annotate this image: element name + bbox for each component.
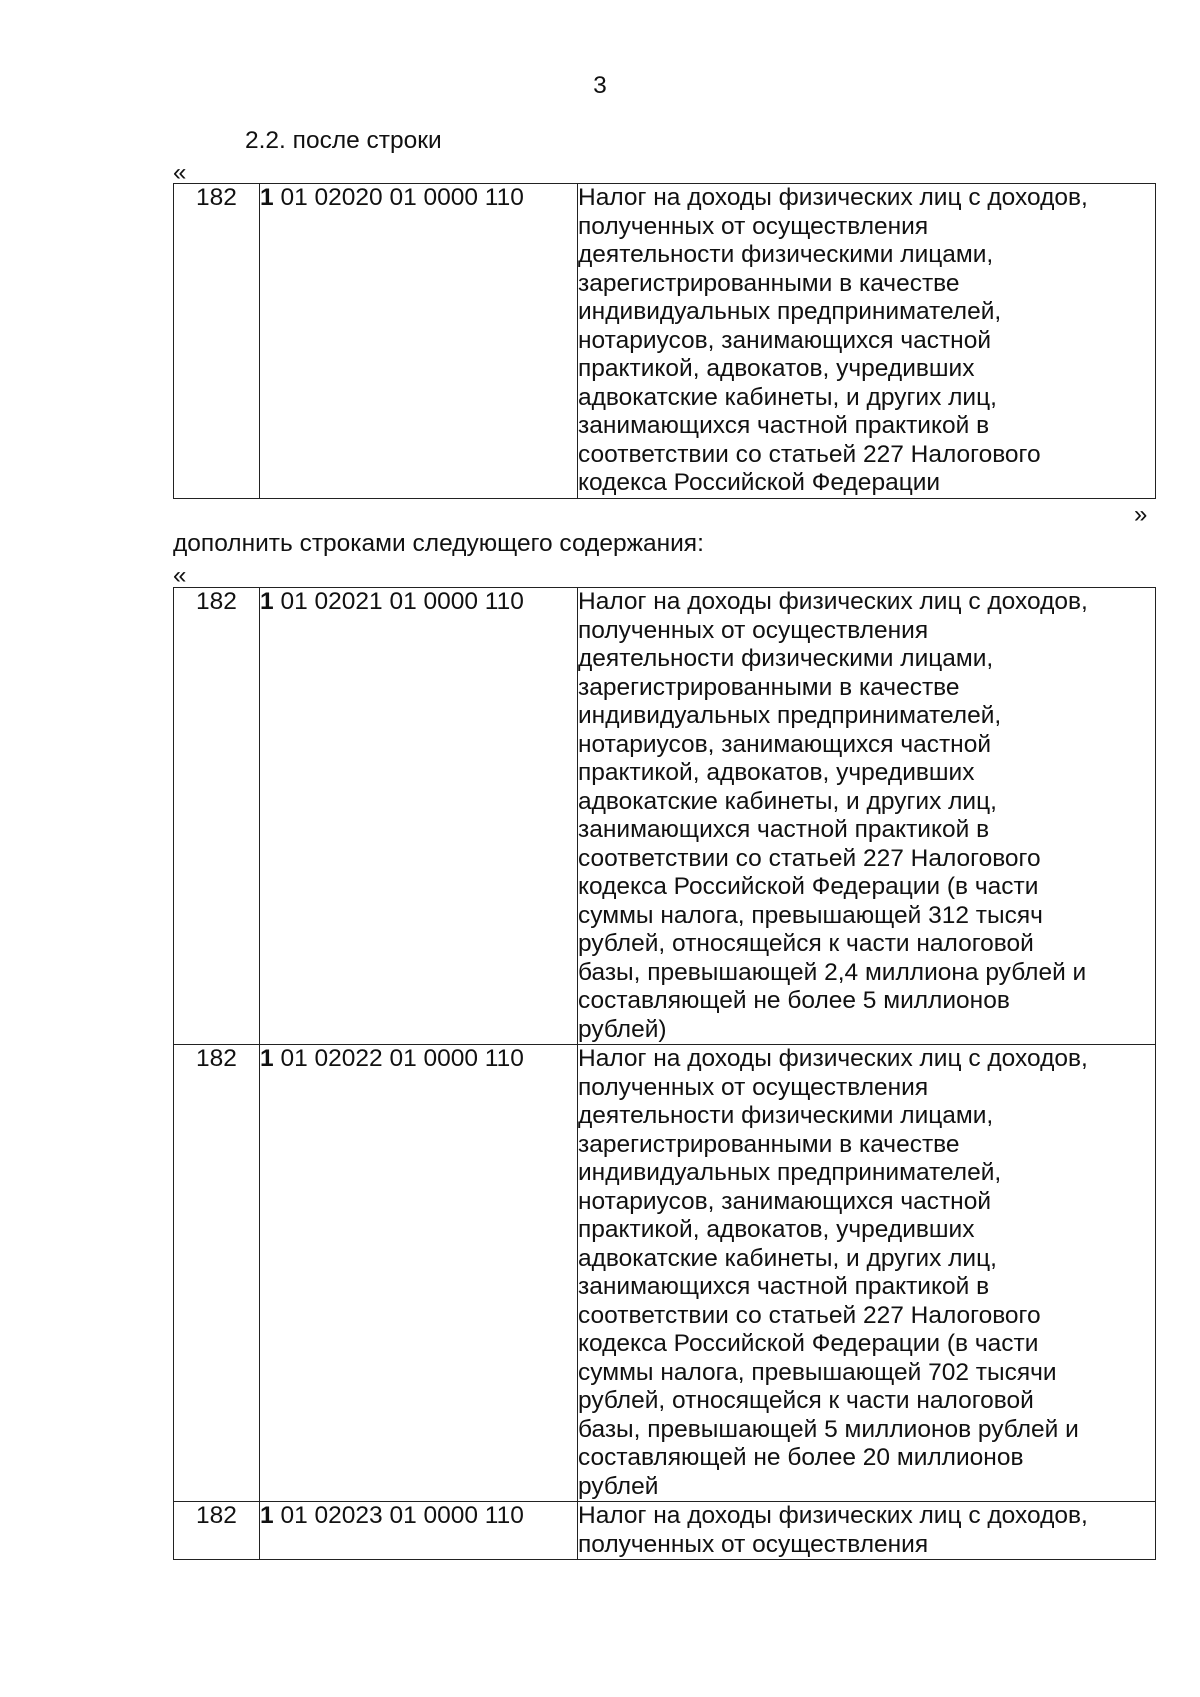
- description-line: Налог на доходы физических лиц с доходов,: [578, 1502, 1088, 1529]
- table-row: [174, 1045, 1156, 1502]
- description-line: кодекса Российской Федерации (в части: [578, 1330, 1039, 1357]
- kbk-code-cell: [260, 588, 578, 1045]
- kbk-code-cell: [260, 1502, 578, 1560]
- description-line: практикой, адвокатов, учредивших: [578, 759, 975, 786]
- description-line: зарегистрированными в качестве: [578, 1130, 960, 1158]
- kbk-code-lead: 1: [260, 184, 274, 211]
- kbk-code-lead: 1: [260, 1502, 274, 1529]
- description-line: адвокатские кабинеты, и других лиц,: [578, 383, 997, 411]
- description-line: Налог на доходы физических лиц с доходов,: [578, 588, 1088, 615]
- amendment-text: дополнить строками следующего содержания:: [173, 530, 704, 557]
- description-line: занимающихся частной практикой в: [578, 1273, 990, 1300]
- description-line: соответствии со статьей 227 Налогового: [578, 844, 1041, 872]
- description-line: Налог на доходы физических лиц с доходов,: [578, 1045, 1088, 1072]
- admin-code-cell: 182: [174, 1502, 260, 1560]
- description-line: рублей): [578, 1015, 667, 1043]
- original-row-table: [173, 183, 1156, 499]
- description-cell: [578, 1502, 1156, 1560]
- description-line: индивидуальных предпринимателей,: [578, 298, 1002, 325]
- description-line: нотариусов, занимающихся частной: [578, 1187, 992, 1215]
- new-rows-table: [173, 587, 1156, 1560]
- description-line: зарегистрированными в качестве: [578, 673, 960, 701]
- description-line: базы, превышающей 5 миллионов рублей и: [578, 1415, 1079, 1443]
- description-line: адвокатские кабинеты, и других лиц,: [578, 787, 997, 815]
- description-cell: [578, 184, 1156, 499]
- kbk-code-cell: [260, 1045, 578, 1502]
- description-line: практикой, адвокатов, учредивших: [578, 1216, 975, 1243]
- description-line: полученных от осуществления: [578, 616, 929, 644]
- description-line: нотариусов, занимающихся частной: [578, 730, 992, 758]
- description-line: соответствии со статьей 227 Налогового: [578, 440, 1041, 468]
- table-row: [174, 588, 1156, 1045]
- description-line: соответствии со статьей 227 Налогового: [578, 1301, 1041, 1329]
- description-line: суммы налога, превышающей 312 тысяч: [578, 901, 1043, 929]
- description-line: нотариусов, занимающихся частной: [578, 326, 992, 354]
- description-line: полученных от осуществления: [578, 212, 929, 240]
- description-line: занимающихся частной практикой в: [578, 816, 990, 843]
- description-line: индивидуальных предпринимателей,: [578, 702, 1002, 729]
- description-line: составляющей не более 5 миллионов: [578, 987, 1010, 1014]
- description-line: рублей, относящейся к части налоговой: [578, 930, 1034, 957]
- description-line: практикой, адвокатов, учредивших: [578, 355, 975, 382]
- description-line: суммы налога, превышающей 702 тысячи: [578, 1358, 1057, 1386]
- closing-quote-mark: »: [1134, 501, 1148, 528]
- table-body: [174, 588, 1156, 1560]
- kbk-code-rest: 01 02020 01 0000 110: [273, 184, 524, 211]
- description-cell: [578, 1045, 1156, 1502]
- description-line: базы, превышающей 2,4 миллиона рублей и: [578, 958, 1087, 986]
- table-row: [174, 1502, 1156, 1560]
- description-line: деятельности физическими лицами,: [578, 241, 994, 268]
- description-line: полученных от осуществления: [578, 1530, 929, 1558]
- description-line: рублей, относящейся к части налоговой: [578, 1387, 1034, 1414]
- kbk-code-rest: 01 02021 01 0000 110: [273, 588, 524, 615]
- description-line: деятельности физическими лицами,: [578, 645, 994, 672]
- description-line: рублей: [578, 1472, 659, 1500]
- kbk-code-cell: [260, 184, 578, 499]
- description-line: адвокатские кабинеты, и других лиц,: [578, 1244, 997, 1272]
- opening-quote-mark: «: [173, 159, 187, 186]
- kbk-code-rest: 01 02022 01 0000 110: [273, 1045, 524, 1072]
- description-line: кодекса Российской Федерации (в части: [578, 873, 1039, 900]
- description-line: зарегистрированными в качестве: [578, 269, 960, 297]
- intro-text: 2.2. после строки: [245, 127, 442, 154]
- description-line: полученных от осуществления: [578, 1073, 929, 1101]
- kbk-code-rest: 01 02023 01 0000 110: [273, 1502, 524, 1529]
- kbk-code-lead: 1: [260, 1045, 274, 1072]
- opening-quote-mark: «: [173, 562, 187, 589]
- description-line: деятельности физическими лицами,: [578, 1102, 994, 1129]
- page-number: 3: [593, 72, 607, 99]
- description-line: Налог на доходы физических лиц с доходов,: [578, 184, 1088, 211]
- description-line: индивидуальных предпринимателей,: [578, 1159, 1002, 1186]
- table-row: [174, 184, 1156, 499]
- description-line: занимающихся частной практикой в: [578, 412, 990, 439]
- description-line: составляющей не более 20 миллионов: [578, 1444, 1024, 1471]
- table-body: [174, 184, 1156, 499]
- description-line: кодекса Российской Федерации: [578, 469, 941, 496]
- kbk-code-lead: 1: [260, 588, 274, 615]
- admin-code-cell: 182: [174, 588, 260, 1045]
- admin-code-cell: 182: [174, 1045, 260, 1502]
- admin-code-cell: 182: [174, 184, 260, 499]
- description-cell: [578, 588, 1156, 1045]
